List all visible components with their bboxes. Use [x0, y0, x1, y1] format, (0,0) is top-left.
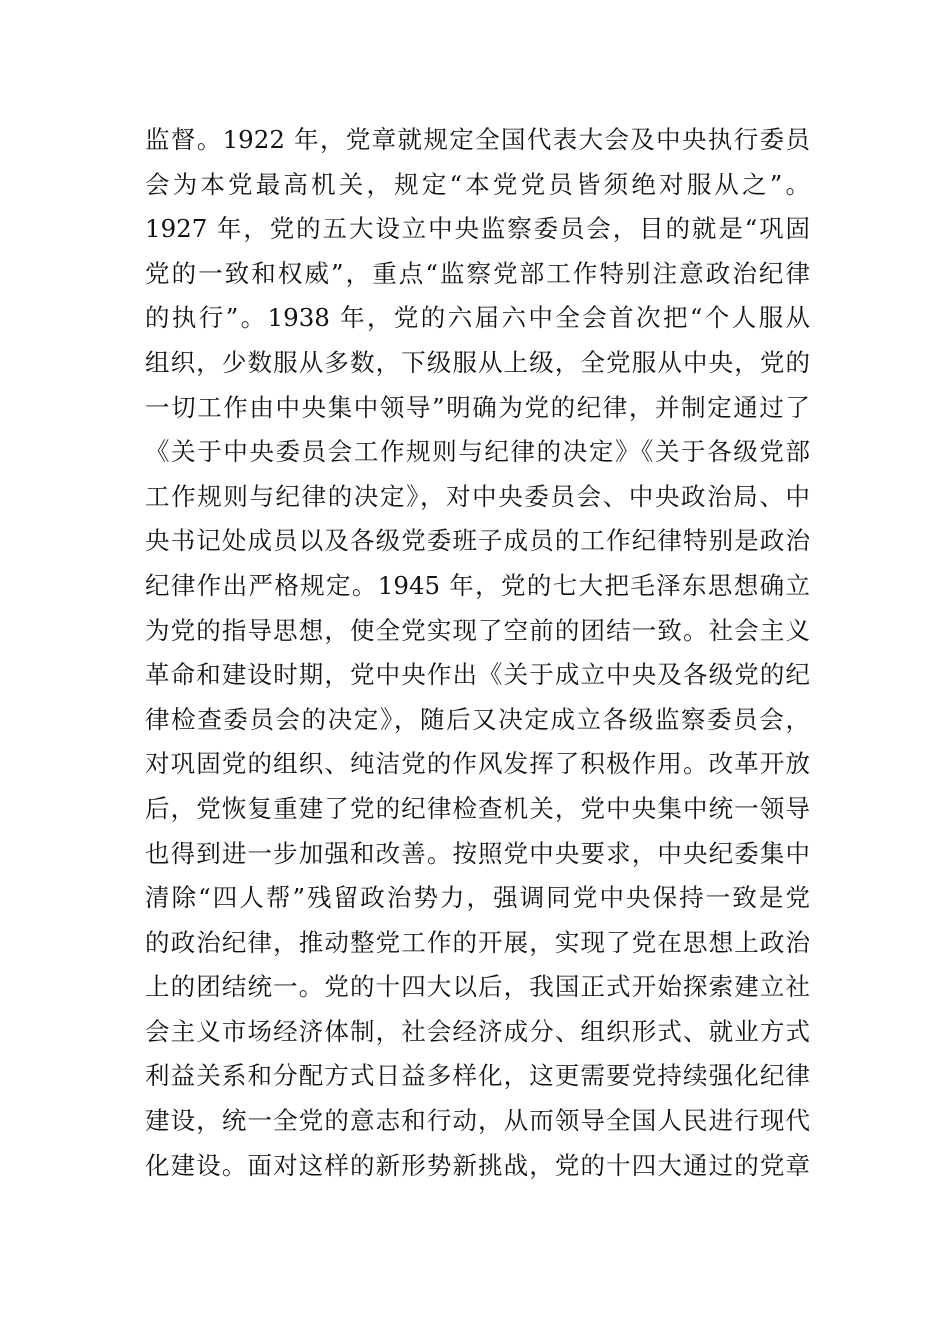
text-line: 监督。1922 年，党章就规定全国代表大会及中央执行委员 [145, 125, 810, 154]
text-line: 党的一致和权威”，重点“监察党部工作特别注意政治纪律 [145, 258, 810, 288]
text-line: 组织，少数服从多数，下级服从上级，全党服从中央，党的 [145, 347, 810, 377]
text-line: 后，党恢复重建了党的纪律检查机关，党中央集中统一领导 [145, 793, 810, 823]
text-line: 利益关系和分配方式日益多样化，这更需要党持续强化纪律 [145, 1061, 810, 1091]
text-line: 律检查委员会的决定》，随后又决定成立各级监察委员会， [145, 704, 810, 734]
body-paragraph [145, 118, 810, 1188]
text-line: 1927 年，党的五大设立中央监察委员会，目的就是“巩固 [145, 214, 810, 244]
text-line: 纪律作出严格规定。1945 年，党的七大把毛泽东思想确立 [145, 570, 810, 600]
text-line: 会为本党最高机关，规定“本党党员皆须绝对服从之”。 [145, 169, 810, 199]
text-line: 上的团结统一。党的十四大以后，我国正式开始探索建立社 [145, 972, 810, 1002]
text-line: 一切工作由中央集中领导”明确为党的纪律，并制定通过了 [145, 392, 810, 422]
text-line: 工作规则与纪律的决定》，对中央委员会、中央政治局、中 [145, 481, 810, 511]
text-line: 为党的指导思想，使全党实现了空前的团结一致。社会主义 [145, 615, 810, 645]
text-line: 化建设。面对这样的新形势新挑战，党的十四大通过的党章 [145, 1150, 810, 1180]
text-line: 的执行”。1938 年，党的六届六中全会首次把“个人服从 [145, 303, 810, 333]
text-line: 清除“四人帮”残留政治势力，强调同党中央保持一致是党 [145, 883, 810, 913]
text-line: 央书记处成员以及各级党委班子成员的工作纪律特别是政治 [145, 526, 810, 556]
text-line: 也得到进一步加强和改善。按照党中央要求，中央纪委集中 [145, 838, 810, 868]
text-line: 革命和建设时期，党中央作出《关于成立中央及各级党的纪 [145, 660, 810, 690]
text-line: 建设，统一全党的意志和行动，从而领导全国人民进行现代 [145, 1106, 810, 1136]
text-line: 对巩固党的组织、纯洁党的作风发挥了积极作用。改革开放 [145, 749, 810, 779]
text-line: 会主义市场经济体制，社会经济成分、组织形式、就业方式 [145, 1016, 810, 1046]
text-line: 《关于中央委员会工作规则与纪律的决定》《关于各级党部 [145, 437, 810, 467]
text-line: 的政治纪律，推动整党工作的开展，实现了党在思想上政治 [145, 927, 810, 957]
